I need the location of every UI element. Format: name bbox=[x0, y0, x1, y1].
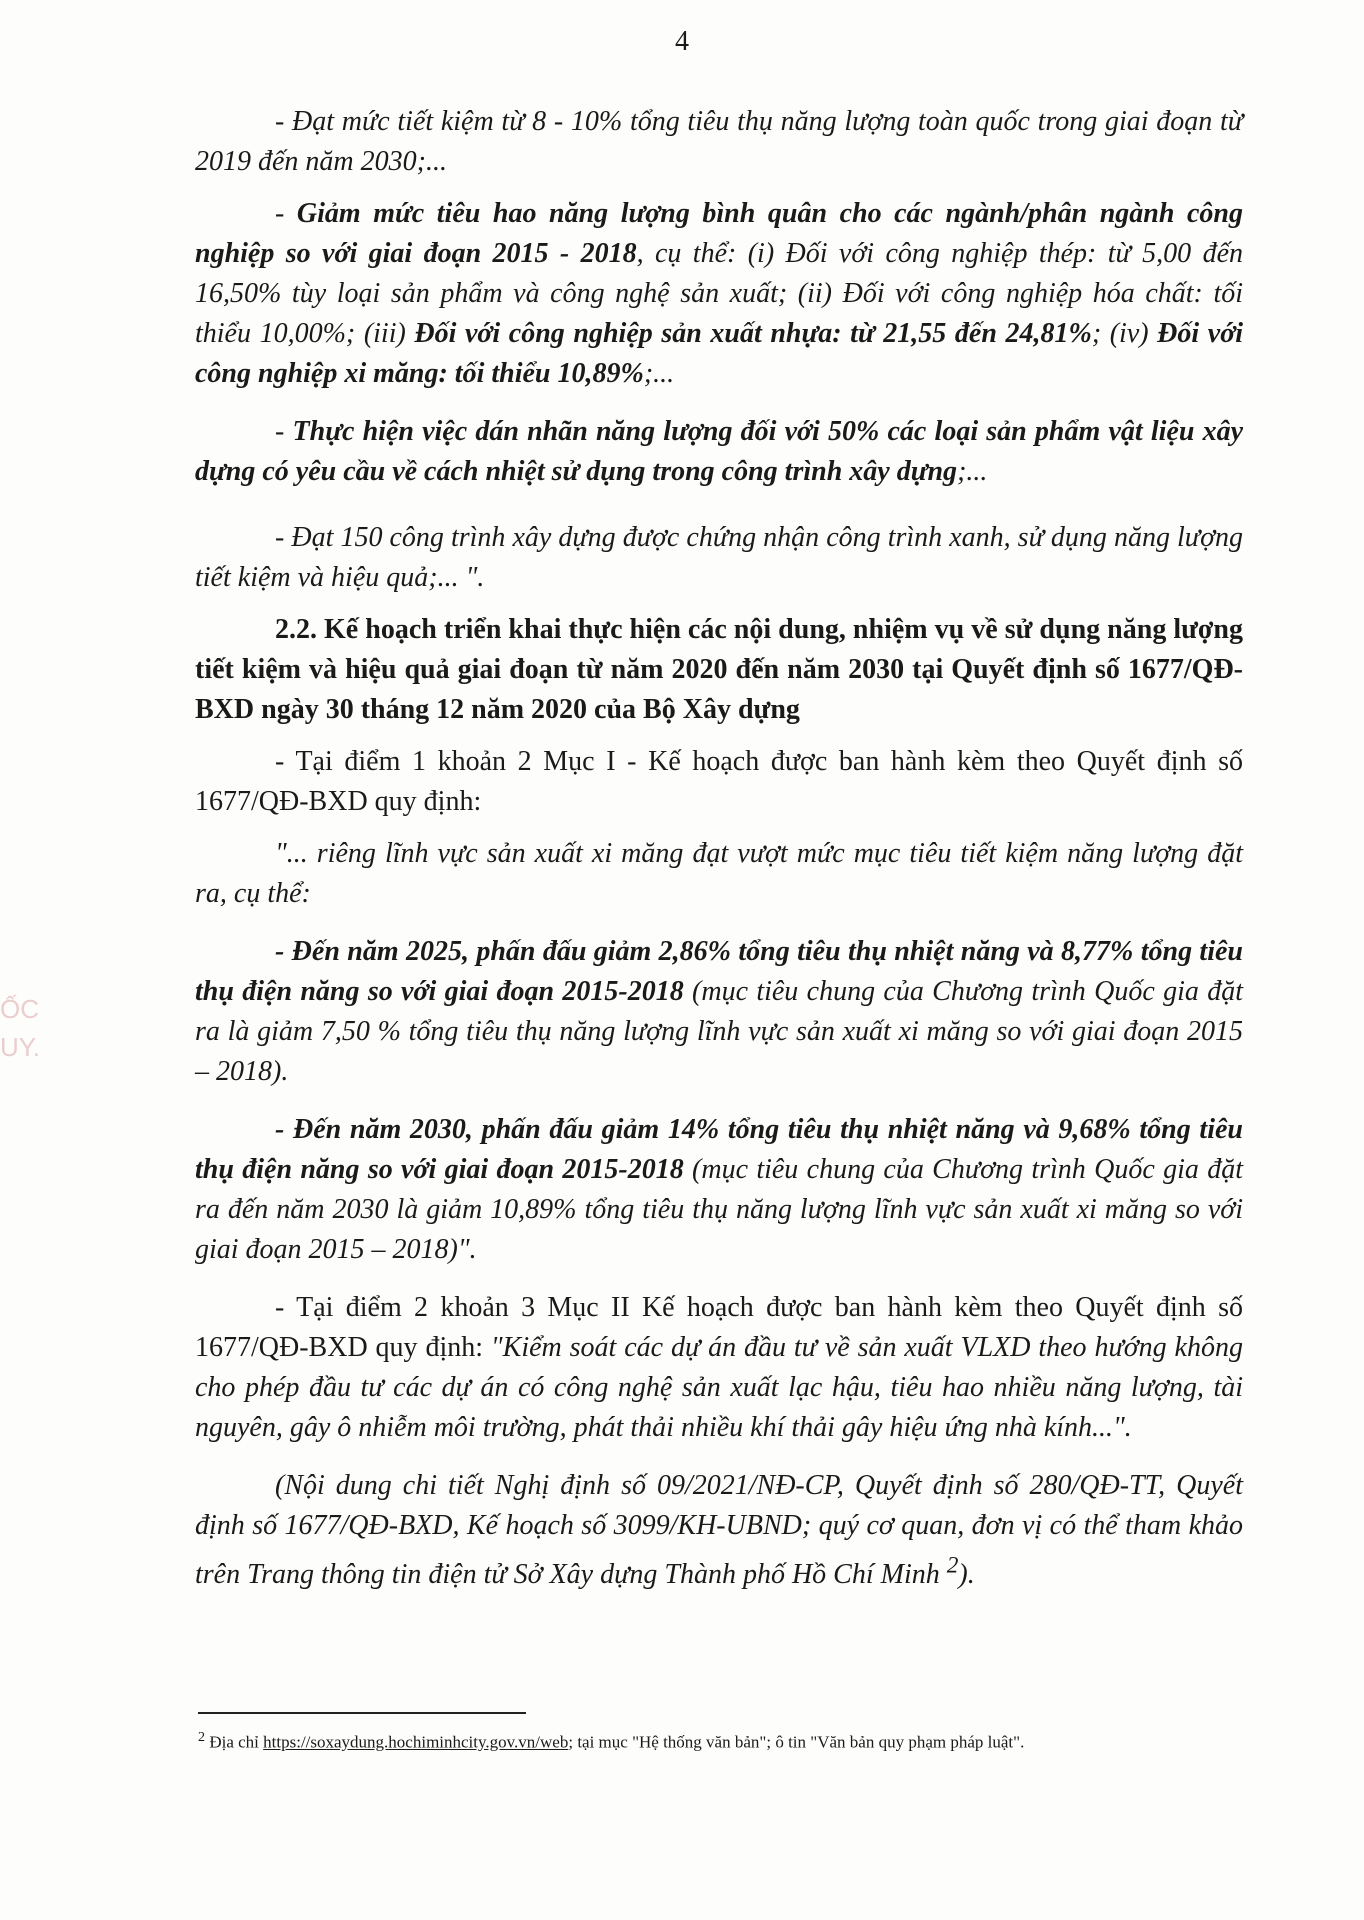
quote-cement-sector: "... riêng lĩnh vực sản xuất xi măng đạt vượt mức mục tiêu tiết kiệm năng lượng đặt ra, cụ thể: bbox=[195, 838, 1243, 909]
footnote-link[interactable]: https://soxaydung.hochiminhcity.gov.vn/web bbox=[263, 1732, 569, 1752]
footnote-divider bbox=[198, 1712, 526, 1714]
stamp-bleed-through: ỐC UY. bbox=[0, 994, 40, 1062]
footnote-mark: 2 bbox=[198, 1729, 206, 1745]
paragraph-plan-point-1: - Tại điểm 1 khoản 2 Mục I - Kế hoạch được ban hành kèm theo Quyết định số 1677/QĐ-BXD quy định: bbox=[195, 746, 1243, 817]
document-body bbox=[195, 102, 1243, 1595]
bullet-target-2030: - Đến năm 2030, phấn đấu giảm 14% tổng tiêu thụ nhiệt năng và 9,68% tổng tiêu thụ điện năng so với giai đoạn 2015-2018 (mục tiêu chung của Chương trình Quốc gia đặt ra đến năm 2030 là giảm 10,89% tổng tiêu thụ năng lượng lĩnh vực sản xuất xi măng so với giai đoạn 2015 – 2018)". bbox=[195, 1114, 1243, 1265]
footnote: $^2$ Địa chỉ https://soxaydung.hochiminhcity.gov.vn/web; tại mục "Hệ thống văn bản"; ô tin "Văn bản quy phạm pháp luật". bbox=[198, 1729, 1025, 1752]
paragraph-reference-note: (Nội dung chi tiết Nghị định số 09/2021/NĐ-CP, Quyết định số 280/QĐ-TT, Quyết định số 1677/QĐ-BXD, Kế hoạch số 3099/KH-UBND; quý cơ quan, đơn vị có thể tham khảo trên Trang thông tin điện tử Sở Xây dựng Thành phố Hồ Chí Minh $^2$). bbox=[195, 1470, 1243, 1591]
page-number: 4 bbox=[675, 26, 689, 57]
section-heading-2-2: 2.2. Kế hoạch triển khai thực hiện các nội dung, nhiệm vụ về sử dụng năng lượng tiết kiệm và hiệu quả giai đoạn từ năm 2020 đến năm 2030 tại Quyết định số 1677/QĐ-BXD ngày 30 tháng 12 năm 2020 của Bộ Xây dựng bbox=[195, 614, 1243, 725]
bullet-industry-consumption: - Giảm mức tiêu hao năng lượng bình quân cho các ngành/phân ngành công nghiệp so với giai đoạn 2015 - 2018, cụ thể: (i) Đối với công nghiệp thép: từ 5,00 đến 16,50% tùy loại sản phẩm và công nghệ sản xuất; (ii) Đối với công nghiệp hóa chất: tối thiểu 10,00%; (iii) Đối với công nghiệp sản xuất nhựa: từ 21,55 đến 24,81%; (iv) Đối với công nghiệp xi măng: tối thiểu 10,89%;... bbox=[195, 198, 1243, 389]
paragraph-plan-point-2: - Tại điểm 2 khoản 3 Mục II Kế hoạch được ban hành kèm theo Quyết định số 1677/QĐ-BXD quy định: "Kiểm soát các dự án đầu tư về sản xuất VLXD theo hướng không cho phép đầu tư các dự án có công nghệ sản xuất lạc hậu, tiêu hao nhiều năng lượng, tài nguyên, gây ô nhiễm môi trường, phát thải nhiều khí thải gây hiệu ứng nhà kính...". bbox=[195, 1292, 1243, 1443]
footnote-reference: 2 bbox=[946, 1553, 959, 1579]
bullet-energy-labeling: - Thực hiện việc dán nhãn năng lượng đối với 50% các loại sản phẩm vật liệu xây dựng có yêu cầu về cách nhiệt sử dụng trong công trình xây dựng;... bbox=[195, 416, 1243, 487]
bullet-green-buildings: - Đạt 150 công trình xây dựng được chứng nhận công trình xanh, sử dụng năng lượng tiết kiệm và hiệu quả;... ". bbox=[195, 522, 1244, 593]
bullet-energy-saving-target: - Đạt mức tiết kiệm từ 8 - 10% tổng tiêu thụ năng lượng toàn quốc trong giai đoạn từ 2019 đến năm 2030;... bbox=[195, 106, 1244, 177]
bullet-target-2025: - Đến năm 2025, phấn đấu giảm 2,86% tổng tiêu thụ nhiệt năng và 8,77% tổng tiêu thụ điện năng so với giai đoạn 2015-2018 (mục tiêu chung của Chương trình Quốc gia đặt ra là giảm 7,50 % tổng tiêu thụ năng lượng lĩnh vực sản xuất xi măng so với giai đoạn 2015 – 2018). bbox=[195, 936, 1243, 1087]
